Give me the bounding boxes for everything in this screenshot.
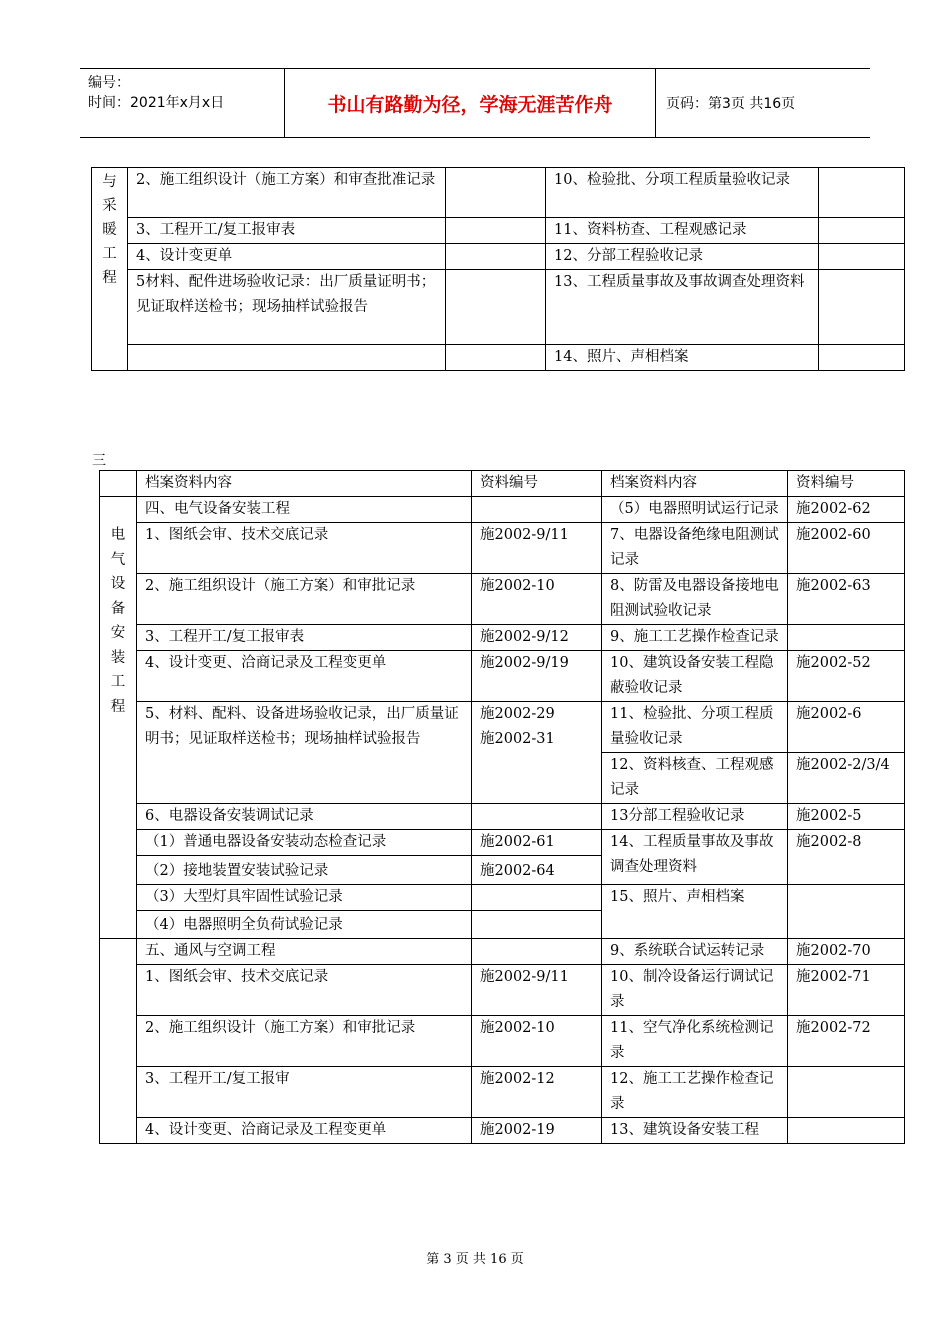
code-cell [819,345,905,371]
code-cell [819,244,905,270]
code-cell: 施2002-72 [788,1016,905,1067]
list-item: 11、资料枋查、工程观感记录 [546,218,819,244]
code-cell [788,1067,905,1118]
code-cell [446,345,546,371]
code-cell [446,244,546,270]
list-item: 1、图纸会审、技术交底记录 [137,965,472,1016]
archive-table-equipment [99,470,905,1144]
list-item: 2、施工组织设计（施工方案）和审批记录 [137,1016,472,1067]
table-row [100,939,905,965]
code-cell [819,168,905,218]
list-item: 2、施工组织设计（施工方案）和审批记录 [137,574,472,625]
list-item: 14、照片、声相档案 [546,345,819,371]
code-value: 施2002-29 [480,706,555,722]
side-label [100,497,137,939]
code-cell [819,218,905,244]
code-cell: 施2002-64 [472,856,602,885]
code-cell [788,625,905,651]
list-item: 3、工程开工/复工报审 [137,1067,472,1118]
table-row [100,497,905,523]
table-row [100,885,905,911]
time-label: 时间：2021年x月x日 [88,95,225,111]
header-meta [80,69,284,137]
code-cell [446,168,546,218]
code-cell [788,1118,905,1144]
code-cell [472,497,602,523]
code-cell: 施2002-8 [788,830,905,885]
table-row [100,830,905,856]
code-cell [788,885,905,939]
header-page: 页码：第3页 共16页 [666,96,796,112]
section-mark: 三 [92,453,106,469]
list-item: 5材料、配件进场验收记录：出厂质量证明书；见证取样送检书；现场抽样试验报告 [128,270,446,345]
header-motto: 书山有路勤为径，学海无涯苦作舟 [284,69,656,137]
list-item: 15、照片、声相档案 [602,885,788,939]
list-item: （5）电器照明试运行记录 [602,497,788,523]
code-cell: 施2002-71 [788,965,905,1016]
list-item: 13分部工程验收记录 [602,804,788,830]
side-text: 与采暖工程 [102,174,117,286]
list-item: 11、空气净化系统检测记录 [602,1016,788,1067]
code-cell: 施2002-19 [472,1118,602,1144]
list-item: 3、工程开工/复工报审表 [128,218,446,244]
code-value: 施2002-31 [480,731,555,747]
list-item: 13、建筑设备安装工程 [602,1118,788,1144]
page-header [80,68,870,138]
code-cell: 施2002-62 [788,497,905,523]
list-item: 10、建筑设备安装工程隐蔽验收记录 [602,651,788,702]
list-item: 四、电气设备安装工程 [137,497,472,523]
code-cell: 施2002-70 [788,939,905,965]
table-row [100,523,905,574]
side-text: 电气设备安装工程 [110,527,126,715]
code-cell [819,270,905,345]
list-item: 6、电器设备安装调试记录 [137,804,472,830]
code-cell [472,885,602,911]
table-row [92,218,905,244]
code-cell: 施2002-10 [472,574,602,625]
number-label: 编号： [88,75,130,91]
list-item: 12、施工工艺操作检查记录 [602,1067,788,1118]
list-item: 14、工程质量事故及事故调查处理资料 [602,830,788,885]
list-item: 11、检验批、分项工程质量验收记录 [602,702,788,753]
header-cell: 档案资料内容 [137,471,472,497]
list-item [128,345,446,371]
table-row [100,702,905,753]
list-item: （3）大型灯具牢固性试验记录 [137,885,472,911]
code-cell: 施2002-60 [788,523,905,574]
list-item: 五、通风与空调工程 [137,939,472,965]
header-cell: 资料编号 [788,471,905,497]
code-cell: 施2002-61 [472,830,602,856]
table-row [100,1118,905,1144]
table-row [100,651,905,702]
list-item: 9、系统联合试运转记录 [602,939,788,965]
list-item: 9、施工工艺操作检查记录 [602,625,788,651]
table-row [92,270,905,345]
table-row [92,244,905,270]
table-row [92,345,905,371]
list-item: （2）接地装置安装试验记录 [137,856,472,885]
code-cell: 施2002-10 [472,1016,602,1067]
code-cell: 施2002-52 [788,651,905,702]
code-cell: 施2002-9/19 [472,651,602,702]
code-cell: 施2002-2/3/4 [788,753,905,804]
list-item: 4、设计变更、洽商记录及工程变更单 [137,651,472,702]
list-item: 4、设计变更、洽商记录及工程变更单 [137,1118,472,1144]
code-cell [446,270,546,345]
list-item: 13、工程质量事故及事故调查处理资料 [546,270,819,345]
table-header-row [100,471,905,497]
list-item: 10、制冷设备运行调试记录 [602,965,788,1016]
table-row [100,1067,905,1118]
list-item: 5、材料、配料、设备进场验收记录，出厂质量证明书；见证取样送检书；现场抽样试验报告 [137,702,472,804]
code-cell: 施2002-9/11 [472,965,602,1016]
code-cell: 施2002-63 [788,574,905,625]
header-cell [100,471,137,497]
table-row [100,965,905,1016]
list-item: 12、资料核查、工程观感记录 [602,753,788,804]
table-row [100,1016,905,1067]
list-item: 2、施工组织设计（施工方案）和审查批准记录 [128,168,446,218]
code-cell [446,218,546,244]
code-cell [472,911,602,939]
code-cell: 施2002-5 [788,804,905,830]
header-cell: 资料编号 [472,471,602,497]
side-label [92,168,128,371]
list-item: （1）普通电器设备安装动态检查记录 [137,830,472,856]
table-row [92,168,905,193]
code-cell: 施2002-9/12 [472,625,602,651]
side-label [100,939,137,1144]
list-item: 4、设计变更单 [128,244,446,270]
page-footer: 第 3 页 共 16 页 [426,1252,524,1267]
list-item: 10、检验批、分项工程质量验收记录 [546,168,819,218]
table-row [100,574,905,625]
code-cell: 施2002-6 [788,702,905,753]
list-item: （4）电器照明全负荷试验记录 [137,911,472,939]
table-row [100,625,905,651]
list-item: 1、图纸会审、技术交底记录 [137,523,472,574]
list-item: 8、防雷及电器设备接地电阻测试验收记录 [602,574,788,625]
header-cell: 档案资料内容 [602,471,788,497]
code-cell [472,939,602,965]
list-item: 3、工程开工/复工报审表 [137,625,472,651]
list-item: 7、电器设备绝缘电阻测试记录 [602,523,788,574]
table-row [100,804,905,830]
code-cell: 施2002-9/11 [472,523,602,574]
list-item: 12、分部工程验收记录 [546,244,819,270]
code-cell [472,702,602,804]
code-cell: 施2002-12 [472,1067,602,1118]
code-cell [472,804,602,830]
archive-table-heating [91,167,905,371]
